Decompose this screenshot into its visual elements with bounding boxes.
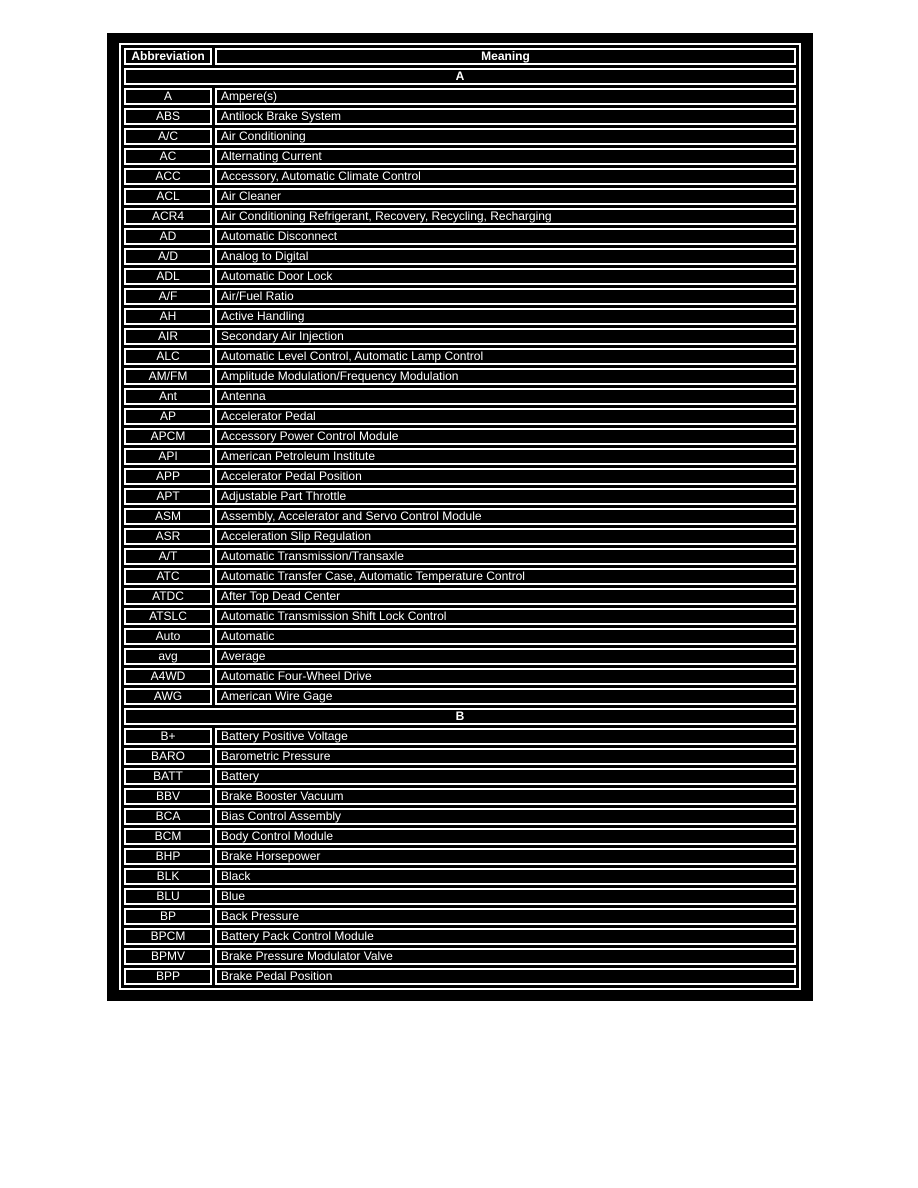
table-row bbox=[124, 748, 796, 765]
table-row bbox=[124, 728, 796, 745]
section-header-a: A bbox=[124, 68, 796, 85]
abbreviation-cell: BCM bbox=[124, 828, 212, 845]
abbreviation-cell: BATT bbox=[124, 768, 212, 785]
meaning-cell: American Petroleum Institute bbox=[215, 448, 796, 465]
meaning-cell: Assembly, Accelerator and Servo Control Module bbox=[215, 508, 796, 525]
meaning-cell: Adjustable Part Throttle bbox=[215, 488, 796, 505]
table-row bbox=[124, 208, 796, 225]
table-row bbox=[124, 308, 796, 325]
meaning-cell: After Top Dead Center bbox=[215, 588, 796, 605]
abbreviation-cell: AH bbox=[124, 308, 212, 325]
table-row bbox=[124, 868, 796, 885]
abbreviation-cell: API bbox=[124, 448, 212, 465]
table-row bbox=[124, 228, 796, 245]
meaning-cell: Alternating Current bbox=[215, 148, 796, 165]
meaning-cell: Antilock Brake System bbox=[215, 108, 796, 125]
abbreviation-cell: BBV bbox=[124, 788, 212, 805]
table-row bbox=[124, 108, 796, 125]
abbreviation-cell: A/D bbox=[124, 248, 212, 265]
abbreviation-cell: ATDC bbox=[124, 588, 212, 605]
meaning-cell: Acceleration Slip Regulation bbox=[215, 528, 796, 545]
table-row bbox=[124, 908, 796, 925]
abbreviation-cell: BARO bbox=[124, 748, 212, 765]
table-row bbox=[124, 468, 796, 485]
abbreviation-cell: AIR bbox=[124, 328, 212, 345]
abbreviation-table-panel bbox=[107, 33, 813, 1001]
meaning-cell: Body Control Module bbox=[215, 828, 796, 845]
table-row bbox=[124, 248, 796, 265]
abbreviation-cell: ACR4 bbox=[124, 208, 212, 225]
abbreviation-cell: B+ bbox=[124, 728, 212, 745]
table-row bbox=[124, 928, 796, 945]
table-row bbox=[124, 488, 796, 505]
table-row bbox=[124, 328, 796, 345]
table-row bbox=[124, 88, 796, 105]
section-row-b bbox=[124, 708, 796, 725]
abbreviation-cell: BCA bbox=[124, 808, 212, 825]
abbreviation-cell: A bbox=[124, 88, 212, 105]
abbreviation-cell: A/C bbox=[124, 128, 212, 145]
meaning-cell: Amplitude Modulation/Frequency Modulation bbox=[215, 368, 796, 385]
meaning-cell: Battery bbox=[215, 768, 796, 785]
meaning-cell: Blue bbox=[215, 888, 796, 905]
table-row bbox=[124, 788, 796, 805]
table-row bbox=[124, 588, 796, 605]
abbreviation-cell: BPP bbox=[124, 968, 212, 985]
abbreviation-cell: AM/FM bbox=[124, 368, 212, 385]
abbreviation-cell: Ant bbox=[124, 388, 212, 405]
table-row bbox=[124, 628, 796, 645]
column-header-meaning: Meaning bbox=[215, 48, 796, 65]
meaning-cell: Accessory Power Control Module bbox=[215, 428, 796, 445]
meaning-cell: Automatic Disconnect bbox=[215, 228, 796, 245]
table-row bbox=[124, 768, 796, 785]
meaning-cell: Active Handling bbox=[215, 308, 796, 325]
meaning-cell: Average bbox=[215, 648, 796, 665]
table-row bbox=[124, 508, 796, 525]
table-row bbox=[124, 148, 796, 165]
abbreviation-cell: A4WD bbox=[124, 668, 212, 685]
abbreviation-cell: AC bbox=[124, 148, 212, 165]
meaning-cell: Automatic Transfer Case, Automatic Temperature Control bbox=[215, 568, 796, 585]
abbreviation-cell: ACL bbox=[124, 188, 212, 205]
meaning-cell: Accelerator Pedal bbox=[215, 408, 796, 425]
abbreviation-cell: avg bbox=[124, 648, 212, 665]
abbreviation-cell: APP bbox=[124, 468, 212, 485]
table-row bbox=[124, 348, 796, 365]
table-row bbox=[124, 388, 796, 405]
table-row bbox=[124, 288, 796, 305]
meaning-cell: Accelerator Pedal Position bbox=[215, 468, 796, 485]
table-row bbox=[124, 128, 796, 145]
table-row bbox=[124, 688, 796, 705]
abbreviation-cell: ATSLC bbox=[124, 608, 212, 625]
abbreviation-cell: BP bbox=[124, 908, 212, 925]
meaning-cell: Accessory, Automatic Climate Control bbox=[215, 168, 796, 185]
table-row bbox=[124, 188, 796, 205]
meaning-cell: Bias Control Assembly bbox=[215, 808, 796, 825]
table-header bbox=[124, 48, 796, 65]
meaning-cell: Brake Pressure Modulator Valve bbox=[215, 948, 796, 965]
table-row bbox=[124, 548, 796, 565]
abbreviation-table bbox=[119, 43, 801, 990]
abbreviation-cell: AWG bbox=[124, 688, 212, 705]
table-row bbox=[124, 828, 796, 845]
meaning-cell: Brake Booster Vacuum bbox=[215, 788, 796, 805]
table-row bbox=[124, 168, 796, 185]
table-row bbox=[124, 428, 796, 445]
meaning-cell: Secondary Air Injection bbox=[215, 328, 796, 345]
abbreviation-cell: AP bbox=[124, 408, 212, 425]
table-row bbox=[124, 528, 796, 545]
meaning-cell: Ampere(s) bbox=[215, 88, 796, 105]
meaning-cell: Automatic Transmission Shift Lock Control bbox=[215, 608, 796, 625]
meaning-cell: Back Pressure bbox=[215, 908, 796, 925]
table-row bbox=[124, 948, 796, 965]
table-row bbox=[124, 648, 796, 665]
table-row bbox=[124, 968, 796, 985]
column-header-abbreviation: Abbreviation bbox=[124, 48, 212, 65]
table-row bbox=[124, 368, 796, 385]
abbreviation-cell: BLU bbox=[124, 888, 212, 905]
abbreviation-cell: BPMV bbox=[124, 948, 212, 965]
section-row-a bbox=[124, 68, 796, 85]
meaning-cell: Air Cleaner bbox=[215, 188, 796, 205]
meaning-cell: Automatic Level Control, Automatic Lamp Control bbox=[215, 348, 796, 365]
abbreviation-cell: APT bbox=[124, 488, 212, 505]
table-row bbox=[124, 808, 796, 825]
abbreviation-cell: BLK bbox=[124, 868, 212, 885]
meaning-cell: Battery Pack Control Module bbox=[215, 928, 796, 945]
table-row bbox=[124, 608, 796, 625]
meaning-cell: Air Conditioning bbox=[215, 128, 796, 145]
meaning-cell: American Wire Gage bbox=[215, 688, 796, 705]
abbreviation-cell: ACC bbox=[124, 168, 212, 185]
meaning-cell: Automatic Transmission/Transaxle bbox=[215, 548, 796, 565]
meaning-cell: Battery Positive Voltage bbox=[215, 728, 796, 745]
abbreviation-cell: Auto bbox=[124, 628, 212, 645]
abbreviation-cell: ALC bbox=[124, 348, 212, 365]
meaning-cell: Analog to Digital bbox=[215, 248, 796, 265]
header-row bbox=[124, 48, 796, 65]
table-row bbox=[124, 408, 796, 425]
table-row bbox=[124, 848, 796, 865]
abbreviation-cell: APCM bbox=[124, 428, 212, 445]
table-body bbox=[124, 68, 796, 985]
table-row bbox=[124, 448, 796, 465]
abbreviation-cell: BPCM bbox=[124, 928, 212, 945]
abbreviation-cell: BHP bbox=[124, 848, 212, 865]
meaning-cell: Antenna bbox=[215, 388, 796, 405]
meaning-cell: Air Conditioning Refrigerant, Recovery, Recycling, Recharging bbox=[215, 208, 796, 225]
table-row bbox=[124, 568, 796, 585]
abbreviation-cell: ASM bbox=[124, 508, 212, 525]
abbreviation-cell: ATC bbox=[124, 568, 212, 585]
abbreviation-cell: ADL bbox=[124, 268, 212, 285]
meaning-cell: Automatic Four-Wheel Drive bbox=[215, 668, 796, 685]
meaning-cell: Automatic bbox=[215, 628, 796, 645]
abbreviation-cell: AD bbox=[124, 228, 212, 245]
meaning-cell: Automatic Door Lock bbox=[215, 268, 796, 285]
meaning-cell: Brake Pedal Position bbox=[215, 968, 796, 985]
table-row bbox=[124, 268, 796, 285]
abbreviation-cell: ASR bbox=[124, 528, 212, 545]
abbreviation-cell: A/F bbox=[124, 288, 212, 305]
abbreviation-cell: A/T bbox=[124, 548, 212, 565]
table-row bbox=[124, 668, 796, 685]
meaning-cell: Black bbox=[215, 868, 796, 885]
table-row bbox=[124, 888, 796, 905]
meaning-cell: Brake Horsepower bbox=[215, 848, 796, 865]
meaning-cell: Air/Fuel Ratio bbox=[215, 288, 796, 305]
abbreviation-cell: ABS bbox=[124, 108, 212, 125]
meaning-cell: Barometric Pressure bbox=[215, 748, 796, 765]
section-header-b: B bbox=[124, 708, 796, 725]
